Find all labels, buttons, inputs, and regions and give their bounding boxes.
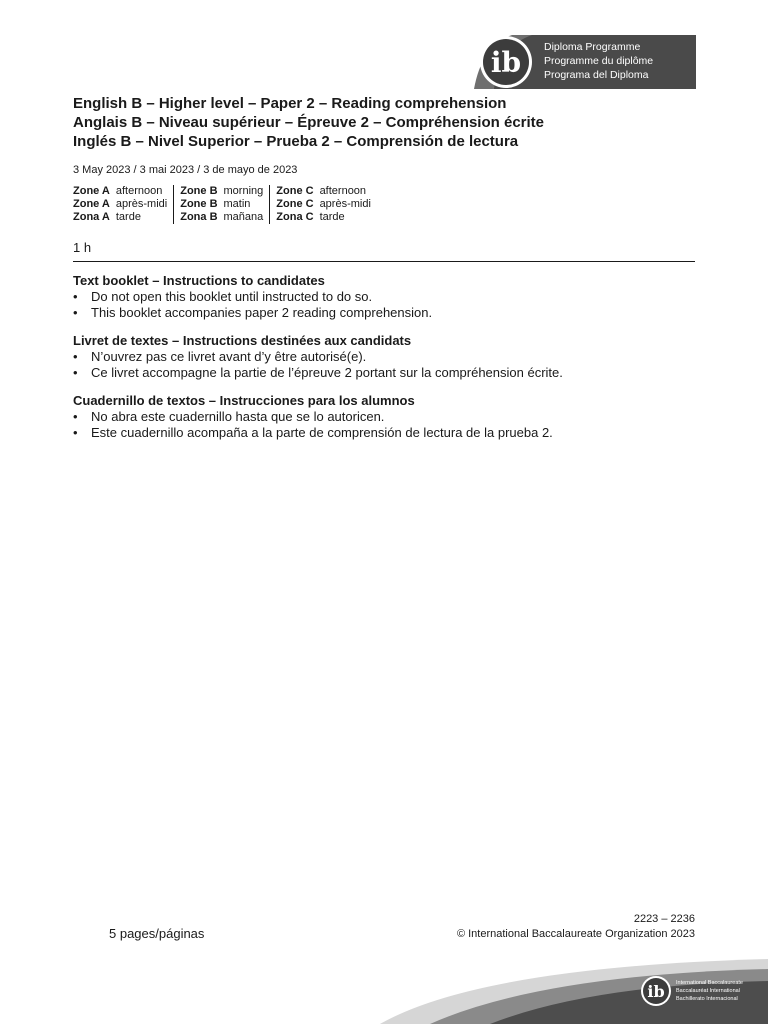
list-item	[73, 365, 695, 381]
item-text: This booklet accompanies paper 2 reading comprehension.	[91, 305, 433, 320]
item-text: Do not open this booklet until instructed to do so.	[91, 289, 373, 304]
exam-duration: 1 h	[73, 240, 92, 255]
zone-row	[276, 185, 371, 198]
zone-time: après-midi	[115, 198, 168, 210]
logo-line-es: Programa del Diploma	[544, 69, 649, 81]
zone-time: matin	[223, 198, 251, 210]
section-heading: Livret de textes – Instructions destinées aux candidats	[73, 333, 412, 348]
org-line-fr: Baccalauréat International	[676, 988, 740, 994]
zone-name: Zone A	[73, 185, 110, 197]
zone-row	[73, 198, 167, 211]
ib-mark-bottom: ib	[647, 982, 665, 1001]
bullet: •	[73, 365, 78, 380]
zone-column-a	[73, 185, 173, 224]
list-item	[73, 289, 695, 305]
zone-row	[276, 198, 371, 211]
zone-time: après-midi	[319, 198, 371, 210]
logo-line-fr: Programme du diplôme	[544, 55, 654, 67]
copyright: © International Baccalaureate Organization 2023	[456, 928, 695, 940]
page-count: 5 pages/páginas	[109, 926, 205, 941]
zone-name: Zone A	[73, 198, 110, 210]
logo-line-en: Diploma Programme	[544, 41, 641, 53]
zone-row	[180, 198, 263, 211]
bullet: •	[73, 409, 78, 424]
zone-time: afternoon	[115, 185, 163, 197]
ib-diploma-logo	[474, 35, 696, 89]
instructions-english	[73, 273, 695, 321]
zone-time: afternoon	[319, 185, 367, 197]
zone-column-c	[269, 185, 377, 224]
zone-row	[180, 185, 263, 198]
title-spanish: Inglés B – Nivel Superior – Prueba 2 – Comprensión de lectura	[73, 133, 519, 150]
zone-time: mañana	[223, 211, 264, 223]
zone-row	[180, 211, 263, 224]
footer-info	[457, 912, 695, 942]
exam-title-block	[73, 94, 693, 151]
bullet: •	[73, 289, 78, 304]
ib-mark-top: ib	[490, 46, 522, 79]
bullet: •	[73, 305, 78, 320]
org-line-es: Bachillerato Internacional	[676, 996, 738, 1002]
list-item	[73, 349, 695, 365]
paper-code: 2223 – 2236	[633, 913, 695, 925]
list-item	[73, 409, 695, 425]
instructions	[73, 273, 695, 453]
bullet: •	[73, 349, 78, 364]
zone-time: tarde	[115, 211, 141, 223]
item-text: N’ouvrez pas ce livret avant d’y être autorisé(e).	[91, 349, 367, 364]
zone-name: Zone B	[180, 185, 218, 197]
exam-date: 3 May 2023 / 3 mai 2023 / 3 de mayo de 2023	[73, 164, 298, 176]
instructions-french	[73, 333, 695, 381]
item-text: Este cuadernillo acompaña a la parte de comprensión de lectura de la prueba 2.	[91, 425, 553, 440]
zone-column-b	[173, 185, 269, 224]
zones-table	[73, 185, 377, 224]
zone-time: morning	[223, 185, 264, 197]
section-heading: Cuadernillo de textos – Instrucciones para los alumnos	[73, 393, 415, 408]
zone-name: Zona A	[73, 211, 110, 223]
list-item	[73, 305, 695, 321]
ib-organization-logo	[640, 974, 766, 1008]
zone-name: Zona B	[180, 211, 218, 223]
title-english: English B – Higher level – Paper 2 – Reading comprehension	[73, 95, 507, 112]
zone-row	[73, 185, 167, 198]
item-text: Ce livret accompagne la partie de l’épreuve 2 portant sur la compréhension écrite.	[91, 365, 563, 380]
zone-time: tarde	[319, 211, 345, 223]
zone-name: Zone B	[180, 198, 218, 210]
item-text: No abra este cuadernillo hasta que se lo autoricen.	[91, 409, 385, 424]
section-heading: Text booklet – Instructions to candidates	[73, 273, 325, 288]
divider	[73, 261, 695, 262]
org-line-en: International Baccalaureate	[676, 980, 743, 986]
zone-row	[276, 211, 371, 224]
zone-name: Zona C	[276, 211, 314, 223]
zone-name: Zone C	[276, 185, 314, 197]
list-item	[73, 425, 695, 441]
zone-row	[73, 211, 167, 224]
bullet: •	[73, 425, 78, 440]
title-french: Anglais B – Niveau supérieur – Épreuve 2 – Compréhension écrite	[73, 114, 544, 131]
instructions-spanish	[73, 393, 695, 441]
zone-name: Zone C	[276, 198, 314, 210]
